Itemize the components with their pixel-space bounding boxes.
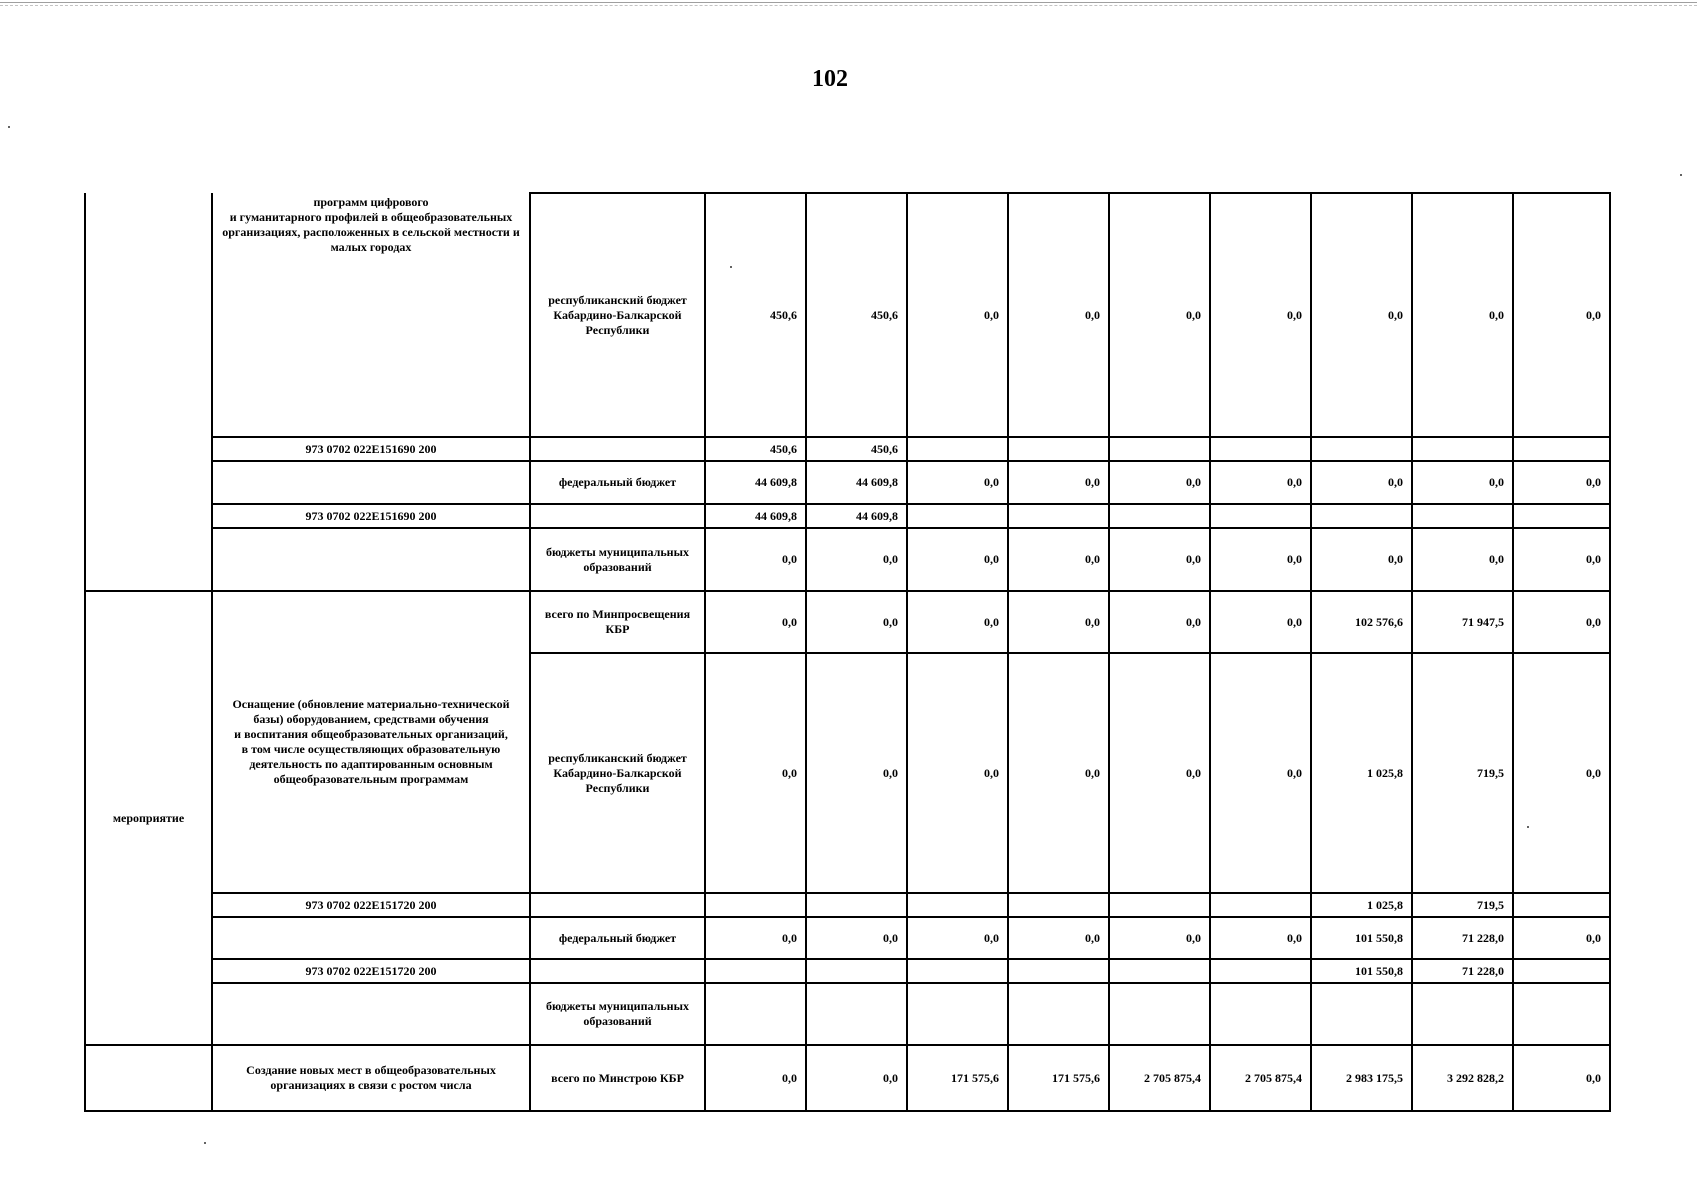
activity-level-cell: мероприятие (85, 591, 212, 1045)
amount-cell (806, 893, 907, 917)
amount-cell: 0,0 (1513, 591, 1610, 653)
amount-cell (806, 983, 907, 1045)
amount-cell (1109, 504, 1210, 528)
funding-source-cell: всего по Минстрою КБР (530, 1045, 705, 1111)
amount-cell: 0,0 (1008, 591, 1109, 653)
activity-name-cell (212, 528, 530, 591)
amount-cell: 2 983 175,5 (1311, 1045, 1412, 1111)
amount-cell (1109, 983, 1210, 1045)
amount-cell: 450,6 (806, 193, 907, 437)
amount-cell (1513, 893, 1610, 917)
amount-cell (1311, 437, 1412, 461)
amount-cell (1008, 893, 1109, 917)
amount-cell (1210, 983, 1311, 1045)
funding-source-row (85, 917, 1610, 959)
activity-name-cell (212, 917, 530, 959)
scan-speck (1527, 826, 1529, 828)
amount-cell: 0,0 (1109, 917, 1210, 959)
amount-cell: 0,0 (1109, 461, 1210, 504)
amount-cell: 0,0 (1210, 653, 1311, 893)
scan-edge-line (0, 2, 1697, 6)
amount-cell: 0,0 (1109, 528, 1210, 591)
budget-classification-code: 973 0702 022E151720 200 (212, 893, 530, 917)
amount-cell (1412, 437, 1513, 461)
amount-cell: 0,0 (1412, 193, 1513, 437)
amount-cell: 0,0 (705, 591, 806, 653)
activity-level-cell (85, 193, 212, 591)
amount-cell (705, 893, 806, 917)
amount-cell (1311, 504, 1412, 528)
amount-cell: 71 228,0 (1412, 959, 1513, 983)
amount-cell: 0,0 (806, 917, 907, 959)
amount-cell: 101 550,8 (1311, 917, 1412, 959)
funding-source-row (85, 1045, 1610, 1111)
amount-cell (1008, 504, 1109, 528)
amount-cell: 0,0 (1109, 193, 1210, 437)
amount-cell: 0,0 (1008, 461, 1109, 504)
amount-cell: 450,6 (705, 193, 806, 437)
amount-cell: 0,0 (1210, 461, 1311, 504)
funding-source-row (85, 193, 1610, 437)
amount-cell (1412, 983, 1513, 1045)
amount-cell: 0,0 (806, 1045, 907, 1111)
budget-classification-code: 973 0702 022E151720 200 (212, 959, 530, 983)
amount-cell: 0,0 (1513, 528, 1610, 591)
budget-classification-code: 973 0702 022E151690 200 (212, 504, 530, 528)
amount-cell: 2 705 875,4 (1210, 1045, 1311, 1111)
amount-cell (1008, 437, 1109, 461)
funding-source-cell (530, 437, 705, 461)
amount-cell (1412, 504, 1513, 528)
activity-name-cell: программ цифрового и гуманитарного профилей в общеобразовательных организациях, расположенных в сельской местности и малых городах (212, 193, 530, 437)
amount-cell: 0,0 (1210, 917, 1311, 959)
amount-cell: 450,6 (705, 437, 806, 461)
amount-cell (1109, 959, 1210, 983)
amount-cell: 719,5 (1412, 893, 1513, 917)
amount-cell: 0,0 (1311, 528, 1412, 591)
funding-source-cell: федеральный бюджет (530, 917, 705, 959)
amount-cell: 2 705 875,4 (1109, 1045, 1210, 1111)
amount-cell (1109, 893, 1210, 917)
amount-cell: 44 609,8 (705, 461, 806, 504)
amount-cell: 0,0 (1109, 591, 1210, 653)
amount-cell (705, 983, 806, 1045)
scan-speck (204, 1142, 206, 1144)
amount-cell: 0,0 (705, 528, 806, 591)
amount-cell: 0,0 (1513, 917, 1610, 959)
budget-classification-code: 973 0702 022E151690 200 (212, 437, 530, 461)
amount-cell (1513, 959, 1610, 983)
amount-cell: 44 609,8 (705, 504, 806, 528)
amount-cell: 450,6 (806, 437, 907, 461)
activity-level-cell (85, 1045, 212, 1111)
activity-name-cell: Оснащение (обновление материально-технической базы) оборудованием, средствами обучения и воспитания общеобразовательных организаций, в том числе осуществляющих образовательную деятельность по адаптированным основным общеобразовательным программам (212, 591, 530, 893)
amount-cell: 1 025,8 (1311, 893, 1412, 917)
amount-cell: 0,0 (1109, 653, 1210, 893)
budget-table (84, 192, 1611, 1112)
amount-cell: 44 609,8 (806, 461, 907, 504)
amount-cell: 101 550,8 (1311, 959, 1412, 983)
amount-cell (1210, 959, 1311, 983)
amount-cell: 719,5 (1412, 653, 1513, 893)
amount-cell: 0,0 (1412, 528, 1513, 591)
funding-source-cell: бюджеты муниципальных образований (530, 983, 705, 1045)
budget-code-row (85, 893, 1610, 917)
amount-cell: 0,0 (1210, 528, 1311, 591)
amount-cell (907, 893, 1008, 917)
amount-cell: 0,0 (1008, 528, 1109, 591)
amount-cell: 71 947,5 (1412, 591, 1513, 653)
amount-cell: 0,0 (907, 653, 1008, 893)
amount-cell: 0,0 (1008, 193, 1109, 437)
amount-cell (907, 504, 1008, 528)
amount-cell: 3 292 828,2 (1412, 1045, 1513, 1111)
amount-cell: 0,0 (907, 917, 1008, 959)
funding-source-cell: республиканский бюджет Кабардино-Балкарской Республики (530, 653, 705, 893)
amount-cell: 0,0 (1008, 917, 1109, 959)
amount-cell: 0,0 (806, 591, 907, 653)
amount-cell: 0,0 (1311, 193, 1412, 437)
amount-cell (1513, 983, 1610, 1045)
funding-source-cell (530, 959, 705, 983)
funding-source-row (85, 461, 1610, 504)
activity-name-cell (212, 983, 530, 1045)
amount-cell: 102 576,6 (1311, 591, 1412, 653)
amount-cell (1008, 959, 1109, 983)
budget-code-row (85, 959, 1610, 983)
amount-cell (806, 959, 907, 983)
budget-table-body (85, 193, 1610, 1111)
amount-cell: 0,0 (705, 653, 806, 893)
amount-cell: 0,0 (806, 528, 907, 591)
funding-source-cell: республиканский бюджет Кабардино-Балкарской Республики (530, 193, 705, 437)
budget-code-row (85, 504, 1610, 528)
amount-cell: 0,0 (1210, 193, 1311, 437)
scan-speck (730, 266, 732, 268)
amount-cell: 171 575,6 (1008, 1045, 1109, 1111)
funding-source-cell (530, 893, 705, 917)
funding-source-cell: федеральный бюджет (530, 461, 705, 504)
funding-source-row (85, 983, 1610, 1045)
amount-cell: 0,0 (907, 591, 1008, 653)
amount-cell (705, 959, 806, 983)
scan-speck (8, 126, 10, 128)
amount-cell (1210, 437, 1311, 461)
amount-cell: 0,0 (1513, 653, 1610, 893)
activity-name-cell (212, 461, 530, 504)
funding-source-cell (530, 504, 705, 528)
activity-name-cell: Создание новых мест в общеобразовательных организациях в связи с ростом числа (212, 1045, 530, 1111)
amount-cell: 0,0 (705, 917, 806, 959)
funding-source-cell: бюджеты муниципальных образований (530, 528, 705, 591)
funding-source-row (85, 591, 1610, 653)
amount-cell: 0,0 (907, 193, 1008, 437)
amount-cell: 0,0 (1311, 461, 1412, 504)
scan-speck (1680, 174, 1682, 176)
amount-cell: 0,0 (1513, 461, 1610, 504)
amount-cell (907, 959, 1008, 983)
page-number: 102 (812, 66, 848, 92)
amount-cell: 0,0 (907, 528, 1008, 591)
amount-cell: 0,0 (1210, 591, 1311, 653)
amount-cell: 44 609,8 (806, 504, 907, 528)
amount-cell (907, 983, 1008, 1045)
amount-cell: 1 025,8 (1311, 653, 1412, 893)
budget-code-row (85, 437, 1610, 461)
amount-cell (1513, 504, 1610, 528)
amount-cell: 0,0 (1008, 653, 1109, 893)
funding-source-row (85, 528, 1610, 591)
funding-source-cell: всего по Минпросвещения КБР (530, 591, 705, 653)
amount-cell: 0,0 (806, 653, 907, 893)
amount-cell: 0,0 (907, 461, 1008, 504)
amount-cell (1311, 983, 1412, 1045)
amount-cell: 0,0 (705, 1045, 806, 1111)
amount-cell (1210, 504, 1311, 528)
amount-cell (1210, 893, 1311, 917)
amount-cell (907, 437, 1008, 461)
amount-cell: 171 575,6 (907, 1045, 1008, 1111)
amount-cell (1008, 983, 1109, 1045)
amount-cell: 0,0 (1412, 461, 1513, 504)
amount-cell: 0,0 (1513, 193, 1610, 437)
amount-cell: 71 228,0 (1412, 917, 1513, 959)
amount-cell (1109, 437, 1210, 461)
amount-cell (1513, 437, 1610, 461)
amount-cell: 0,0 (1513, 1045, 1610, 1111)
